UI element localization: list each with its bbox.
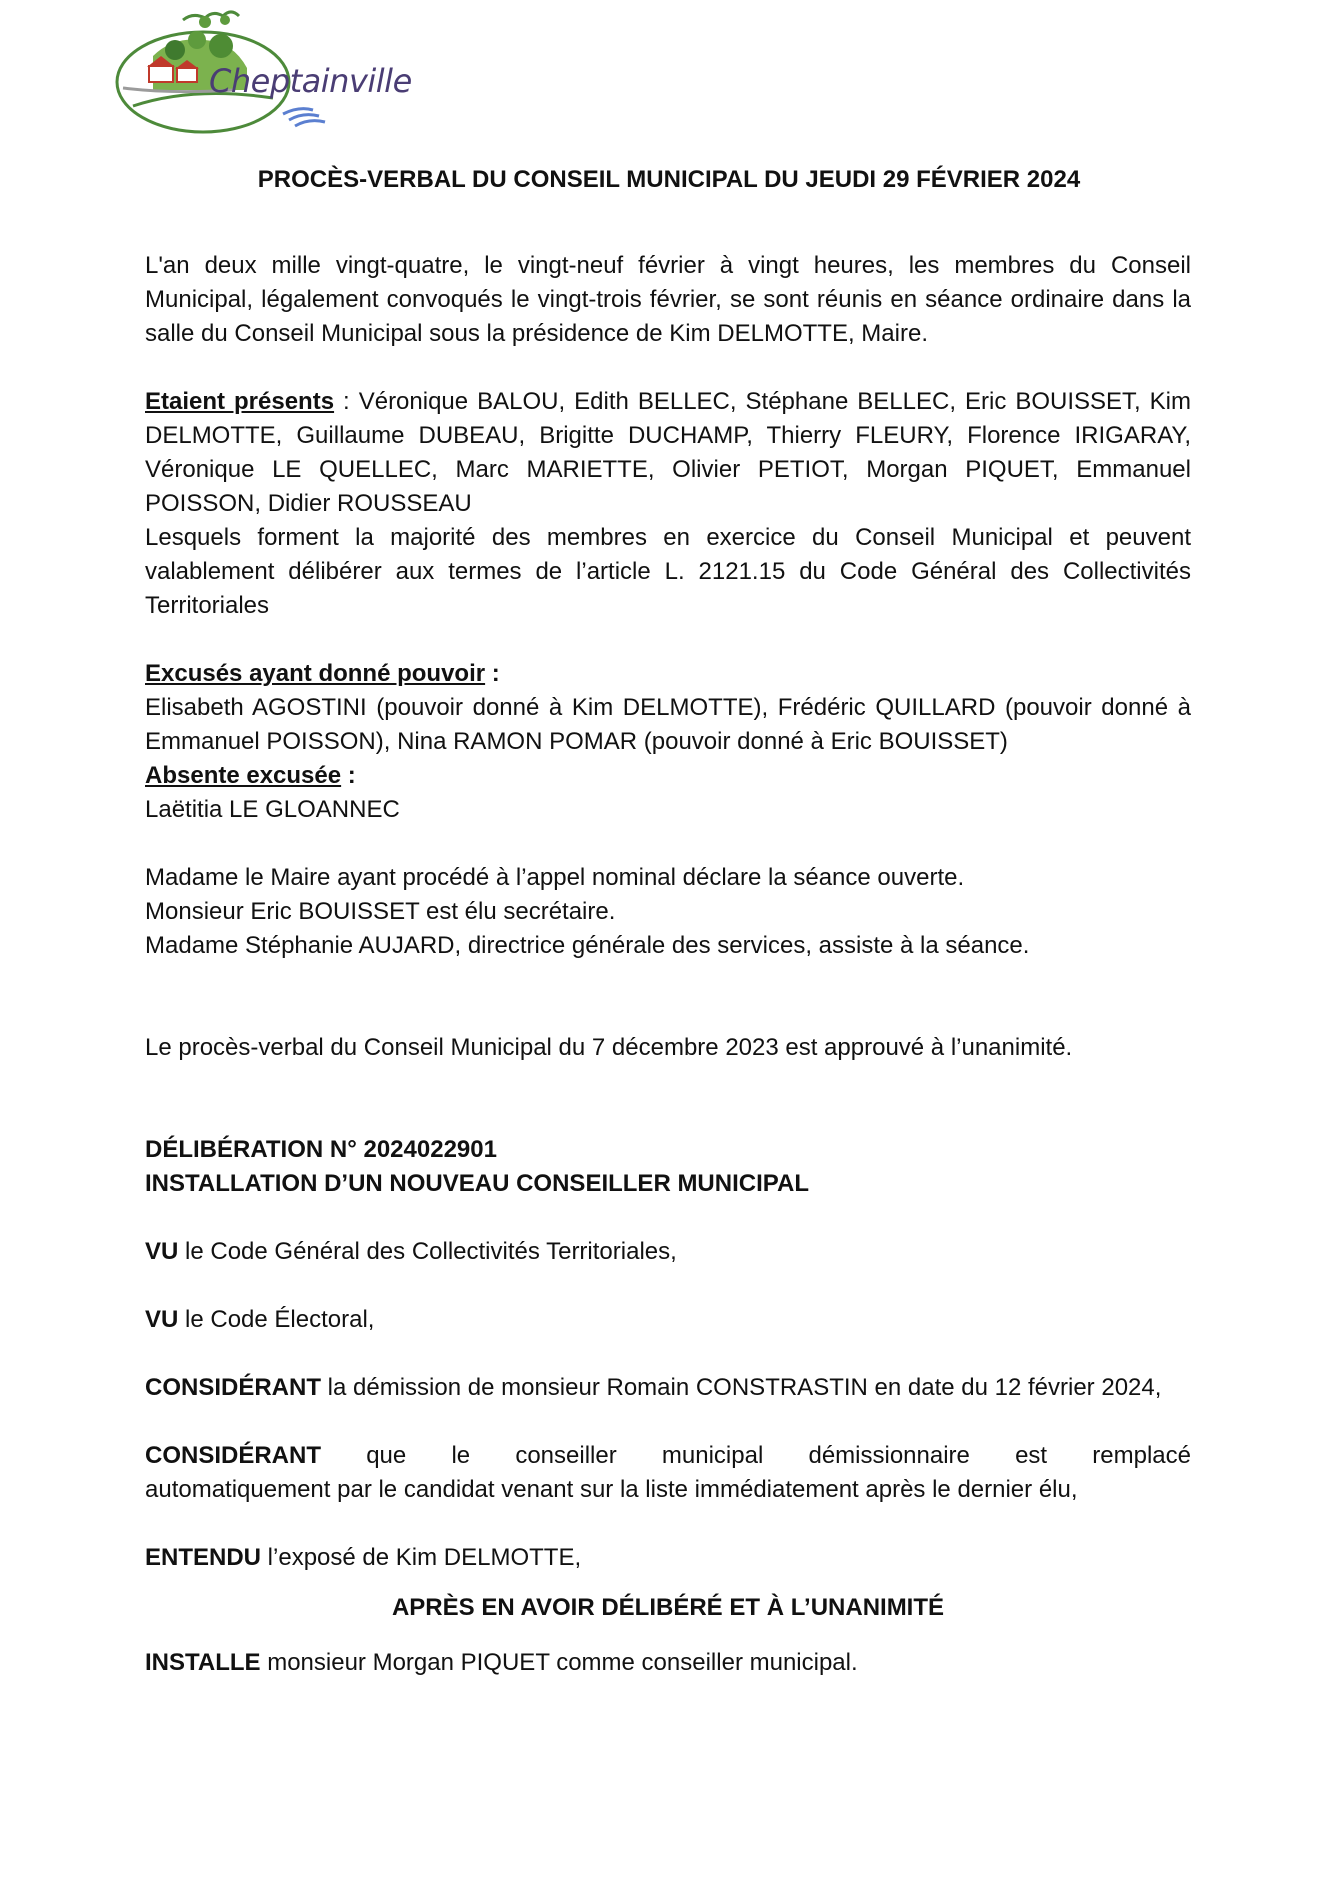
absente-heading bbox=[145, 759, 1191, 793]
deliberation-subject: INSTALLATION D’UN NOUVEAU CONSEILLER MUNICIPAL bbox=[145, 1170, 809, 1197]
page-title: PROCÈS-VERBAL DU CONSEIL MUNICIPAL DU JEUDI 29 FÉVRIER 2024 bbox=[257, 166, 1081, 193]
intro-paragraph: L'an deux mille vingt-quatre, le vingt-neuf février à vingt heures, les membres du Conseil Municipal, légalement convoqués le vingt-trois février, se sont réunis en séance ordinaire dans la salle du Conseil Municipal sous la présidence de Kim DELMOTTE, Maire. bbox=[145, 252, 1191, 347]
majority-paragraph: Lesquels forment la majorité des membres en exercice du Conseil Municipal et peuvent valablement délibérer aux termes de l’article L. 2121.15 du Code Général des Collectivités Territoriales bbox=[145, 524, 1191, 619]
vu-keyword: VU bbox=[145, 1306, 179, 1333]
absente-suffix: : bbox=[341, 762, 356, 789]
approval-line: Le procès-verbal du Conseil Municipal du 7 décembre 2023 est approuvé à l’unanimité. bbox=[145, 1034, 1073, 1061]
presents-label: Etaient présents bbox=[145, 388, 335, 415]
considerant-text: que le conseiller municipal démissionnaire est remplacé bbox=[321, 1442, 1191, 1469]
presents-paragraph bbox=[145, 385, 1191, 521]
considerant-remplacement-line1 bbox=[145, 1439, 1191, 1473]
installe-line bbox=[145, 1646, 1191, 1680]
entendu-text: l’exposé de Kim DELMOTTE, bbox=[261, 1544, 582, 1571]
vu-keyword: VU bbox=[145, 1238, 179, 1265]
entendu-line bbox=[145, 1541, 1191, 1575]
considerant-remplacement-line2: automatiquement par le candidat venant sur la liste immédiatement après le dernier élu, bbox=[145, 1476, 1078, 1503]
entendu-keyword: ENTENDU bbox=[145, 1544, 262, 1571]
vu-cgct bbox=[145, 1235, 1191, 1269]
considerant-keyword: CONSIDÉRANT bbox=[145, 1374, 322, 1401]
considerant-demission bbox=[145, 1371, 1191, 1405]
presents-names: : Véronique BALOU, Edith BELLEC, Stéphane BELLEC, Eric BOUISSET, Kim DELMOTTE, Guillaume DUBEAU, Brigitte DUCHAMP, Thierry FLEURY, Florence IRIGARAY, Véronique LE QUELLEC, Marc MARIETTE, Olivier PETIOT, Morgan PIQUET, Emmanuel POISSON, Didier ROUSSEAU bbox=[145, 388, 1192, 517]
decision-heading: APRÈS EN AVOIR DÉLIBÉRÉ ET À L’UNANIMITÉ bbox=[391, 1594, 945, 1621]
installe-keyword: INSTALLE bbox=[145, 1649, 261, 1676]
secretary-line: Monsieur Eric BOUISSET est élu secrétaire. bbox=[145, 898, 616, 925]
absente-label: Absente excusée bbox=[145, 762, 342, 789]
vu-text: le Code Électoral, bbox=[178, 1306, 375, 1333]
excuses-heading bbox=[145, 657, 1191, 691]
deliberation-number: DÉLIBÉRATION N° 2024022901 bbox=[145, 1136, 497, 1163]
excuses-label: Excusés ayant donné pouvoir bbox=[145, 660, 486, 687]
opening-line: Madame le Maire ayant procédé à l’appel nominal déclare la séance ouverte. bbox=[145, 864, 965, 891]
installe-text: monsieur Morgan PIQUET comme conseiller municipal. bbox=[260, 1649, 858, 1676]
document-body bbox=[145, 249, 1191, 1680]
vu-code-electoral bbox=[145, 1303, 1191, 1337]
vu-text: le Code Général des Collectivités Territoriales, bbox=[178, 1238, 677, 1265]
absente-name: Laëtitia LE GLOANNEC bbox=[145, 796, 400, 823]
logo-text: Cheptainville bbox=[209, 62, 412, 100]
dgs-line: Madame Stéphanie AUJARD, directrice générale des services, assiste à la séance. bbox=[145, 932, 1030, 959]
considerant-keyword: CONSIDÉRANT bbox=[145, 1442, 322, 1469]
excuses-suffix: : bbox=[485, 660, 500, 687]
considerant-text: la démission de monsieur Romain CONSTRASTIN en date du 12 février 2024, bbox=[321, 1374, 1162, 1401]
excuses-list: Elisabeth AGOSTINI (pouvoir donné à Kim DELMOTTE), Frédéric QUILLARD (pouvoir donné à Emmanuel POISSON), Nina RAMON POMAR (pouvoir donné à Eric BOUISSET) bbox=[145, 694, 1191, 755]
